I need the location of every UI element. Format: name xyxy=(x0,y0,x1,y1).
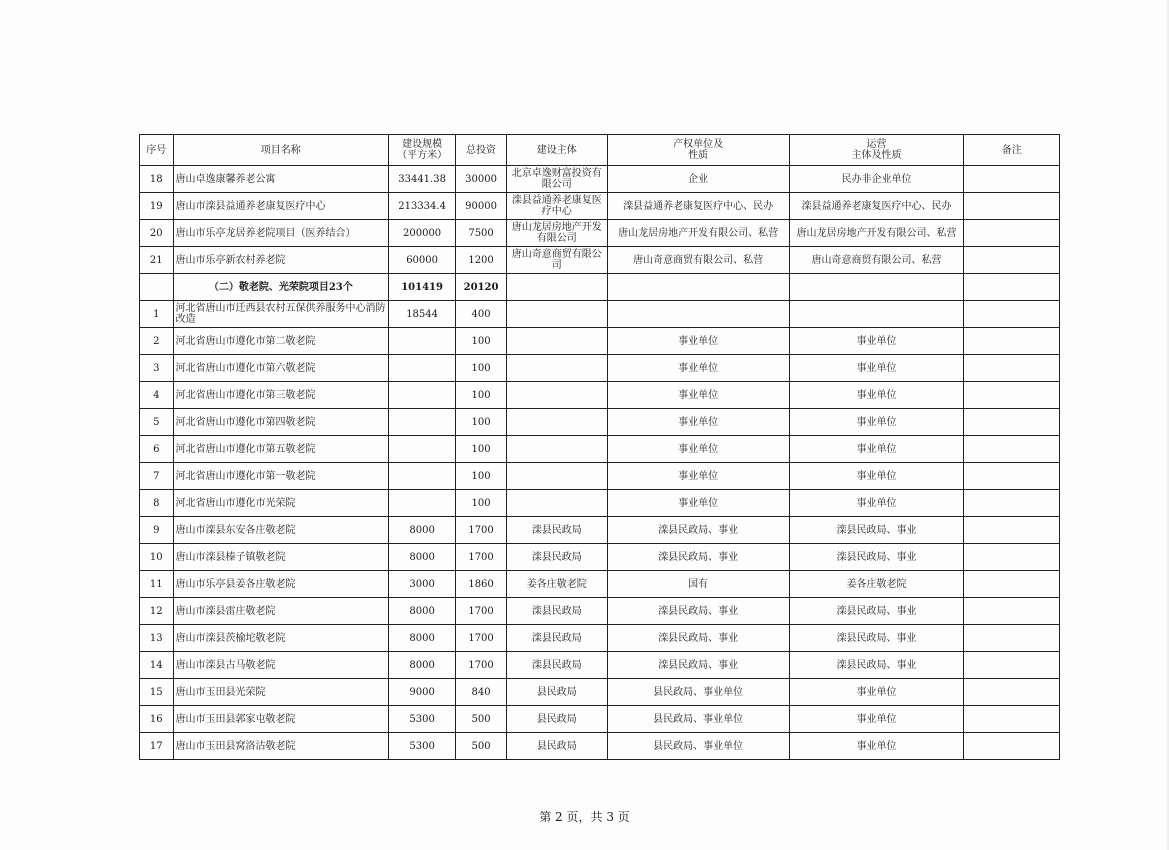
table-row xyxy=(140,436,1060,463)
table-row xyxy=(140,625,1060,652)
cell-seq xyxy=(140,274,174,301)
cell-ownership: 滦县民政局、事业 xyxy=(607,517,789,544)
cell-remarks xyxy=(964,409,1060,436)
cell-ownership: 县民政局、事业单位 xyxy=(607,679,789,706)
cell-project-name: 唐山市滦县雷庄敬老院 xyxy=(173,598,389,625)
header-builder: 建设主体 xyxy=(506,135,607,166)
cell-project-name: 唐山市乐亭县姜各庄敬老院 xyxy=(173,571,389,598)
cell-operator: 事业单位 xyxy=(789,733,964,760)
table-row xyxy=(140,463,1060,490)
cell-remarks xyxy=(964,652,1060,679)
cell-ownership: 企业 xyxy=(607,166,789,193)
cell-project-name: 唐山市滦县古马敬老院 xyxy=(173,652,389,679)
table-row xyxy=(140,193,1060,220)
cell-operator: 民办非企业单位 xyxy=(789,166,964,193)
cell-total-investment: 1700 xyxy=(456,625,507,652)
cell-builder: 县民政局 xyxy=(506,706,607,733)
header-seq: 序号 xyxy=(140,135,174,166)
cell-seq: 17 xyxy=(140,733,174,760)
cell-project-name: 唐山市玉田县窝洛沽敬老院 xyxy=(173,733,389,760)
cell-builder xyxy=(506,409,607,436)
cell-total-investment: 1700 xyxy=(456,598,507,625)
cell-builder: 滦县民政局 xyxy=(506,517,607,544)
cell-ownership: 国有 xyxy=(607,571,789,598)
cell-project-name: 唐山市滦县东安各庄敬老院 xyxy=(173,517,389,544)
cell-builder xyxy=(506,463,607,490)
table-row xyxy=(140,409,1060,436)
cell-total-investment: 1860 xyxy=(456,571,507,598)
cell-seq: 21 xyxy=(140,247,174,274)
cell-operator: 滦县民政局、事业 xyxy=(789,517,964,544)
cell-seq: 5 xyxy=(140,409,174,436)
cell-scale: 8000 xyxy=(389,652,456,679)
cell-total-investment: 500 xyxy=(456,733,507,760)
cell-ownership: 事业单位 xyxy=(607,355,789,382)
cell-builder: 滦县益通养老康复医疗中心 xyxy=(506,193,607,220)
cell-ownership: 唐山奇意商贸有限公司、私营 xyxy=(607,247,789,274)
table-row xyxy=(140,382,1060,409)
cell-project-name: 唐山市乐亭龙居养老院项目（医养结合） xyxy=(173,220,389,247)
cell-ownership xyxy=(607,301,789,328)
cell-seq: 11 xyxy=(140,571,174,598)
header-total-investment: 总投资 xyxy=(456,135,507,166)
cell-project-name: 唐山市滦县茨榆坨敬老院 xyxy=(173,625,389,652)
table-header-row xyxy=(140,135,1060,166)
cell-builder: 姜各庄敬老院 xyxy=(506,571,607,598)
cell-remarks xyxy=(964,355,1060,382)
cell-operator: 事业单位 xyxy=(789,463,964,490)
cell-operator: 滦县民政局、事业 xyxy=(789,652,964,679)
cell-remarks xyxy=(964,706,1060,733)
cell-scale: 8000 xyxy=(389,517,456,544)
cell-ownership: 事业单位 xyxy=(607,436,789,463)
cell-scale: 9000 xyxy=(389,679,456,706)
cell-ownership: 滦县益通养老康复医疗中心、民办 xyxy=(607,193,789,220)
cell-seq: 10 xyxy=(140,544,174,571)
cell-remarks xyxy=(964,679,1060,706)
cell-remarks xyxy=(964,328,1060,355)
cell-seq: 9 xyxy=(140,517,174,544)
header-scale: 建设规模 （平方米） xyxy=(389,135,456,166)
cell-ownership: 事业单位 xyxy=(607,463,789,490)
cell-seq: 1 xyxy=(140,301,174,328)
cell-scale xyxy=(389,409,456,436)
table-row xyxy=(140,166,1060,193)
cell-remarks xyxy=(964,436,1060,463)
cell-scale: 8000 xyxy=(389,544,456,571)
table-row xyxy=(140,733,1060,760)
cell-project-name: 唐山卓逸康馨养老公寓 xyxy=(173,166,389,193)
cell-scale: 60000 xyxy=(389,247,456,274)
cell-project-name: 河北省唐山市遵化市第六敬老院 xyxy=(173,355,389,382)
cell-scale xyxy=(389,382,456,409)
page-number: 第 2 页，共 3 页 xyxy=(539,810,630,824)
table-row xyxy=(140,706,1060,733)
table-row xyxy=(140,355,1060,382)
cell-total-investment: 30000 xyxy=(456,166,507,193)
cell-seq: 18 xyxy=(140,166,174,193)
cell-operator: 滦县民政局、事业 xyxy=(789,544,964,571)
cell-remarks xyxy=(964,733,1060,760)
cell-ownership: 事业单位 xyxy=(607,490,789,517)
cell-ownership: 县民政局、事业单位 xyxy=(607,706,789,733)
cell-total-investment: 400 xyxy=(456,301,507,328)
cell-scale xyxy=(389,463,456,490)
cell-scale: 18544 xyxy=(389,301,456,328)
cell-remarks xyxy=(964,598,1060,625)
table-row xyxy=(140,274,1060,301)
cell-builder: 滦县民政局 xyxy=(506,544,607,571)
cell-seq: 7 xyxy=(140,463,174,490)
cell-operator xyxy=(789,301,964,328)
cell-builder: 滦县民政局 xyxy=(506,652,607,679)
cell-scale: 101419 xyxy=(389,274,456,301)
cell-builder: 北京卓逸财富投资有限公司 xyxy=(506,166,607,193)
project-table xyxy=(139,134,1060,760)
cell-project-name: 唐山市玉田县光荣院 xyxy=(173,679,389,706)
cell-seq: 19 xyxy=(140,193,174,220)
cell-ownership: 唐山龙居房地产开发有限公司、私营 xyxy=(607,220,789,247)
cell-project-name: 河北省唐山市遵化市第一敬老院 xyxy=(173,463,389,490)
table-row xyxy=(140,490,1060,517)
cell-seq: 12 xyxy=(140,598,174,625)
cell-builder: 县民政局 xyxy=(506,733,607,760)
cell-total-investment: 90000 xyxy=(456,193,507,220)
cell-builder xyxy=(506,355,607,382)
cell-builder xyxy=(506,301,607,328)
header-ownership: 产权单位及 性质 xyxy=(607,135,789,166)
table-row xyxy=(140,679,1060,706)
cell-ownership: 滦县民政局、事业 xyxy=(607,598,789,625)
cell-remarks xyxy=(964,544,1060,571)
table-row xyxy=(140,598,1060,625)
cell-ownership: 事业单位 xyxy=(607,382,789,409)
cell-total-investment: 7500 xyxy=(456,220,507,247)
cell-builder xyxy=(506,328,607,355)
header-remarks: 备注 xyxy=(964,135,1060,166)
cell-scale xyxy=(389,355,456,382)
cell-scale: 213334.4 xyxy=(389,193,456,220)
cell-operator: 姜各庄敬老院 xyxy=(789,571,964,598)
cell-builder xyxy=(506,382,607,409)
cell-project-name: （二）敬老院、光荣院项目23个 xyxy=(173,274,389,301)
table-row xyxy=(140,301,1060,328)
cell-scale: 33441.38 xyxy=(389,166,456,193)
cell-project-name: 河北省唐山市遵化市第四敬老院 xyxy=(173,409,389,436)
cell-seq: 16 xyxy=(140,706,174,733)
cell-remarks xyxy=(964,220,1060,247)
cell-total-investment: 500 xyxy=(456,706,507,733)
cell-project-name: 河北省唐山市遵化市第二敬老院 xyxy=(173,328,389,355)
table-row xyxy=(140,544,1060,571)
cell-project-name: 唐山市玉田县郭家屯敬老院 xyxy=(173,706,389,733)
cell-total-investment: 100 xyxy=(456,463,507,490)
cell-project-name: 唐山市滦县益通养老康复医疗中心 xyxy=(173,193,389,220)
cell-builder: 唐山奇意商贸有限公司 xyxy=(506,247,607,274)
cell-remarks xyxy=(964,625,1060,652)
cell-builder: 县民政局 xyxy=(506,679,607,706)
table-row xyxy=(140,247,1060,274)
cell-ownership: 滦县民政局、事业 xyxy=(607,652,789,679)
cell-remarks xyxy=(964,301,1060,328)
cell-seq: 6 xyxy=(140,436,174,463)
table-row xyxy=(140,652,1060,679)
cell-total-investment: 100 xyxy=(456,409,507,436)
cell-project-name: 唐山市乐亭新农村养老院 xyxy=(173,247,389,274)
cell-project-name: 河北省唐山市遵化市光荣院 xyxy=(173,490,389,517)
cell-total-investment: 1700 xyxy=(456,652,507,679)
cell-total-investment: 20120 xyxy=(456,274,507,301)
cell-operator: 事业单位 xyxy=(789,328,964,355)
cell-operator: 事业单位 xyxy=(789,490,964,517)
cell-operator: 事业单位 xyxy=(789,706,964,733)
cell-ownership xyxy=(607,274,789,301)
cell-operator: 事业单位 xyxy=(789,382,964,409)
cell-seq: 15 xyxy=(140,679,174,706)
cell-remarks xyxy=(964,463,1060,490)
cell-seq: 13 xyxy=(140,625,174,652)
cell-remarks xyxy=(964,247,1060,274)
cell-project-name: 河北省唐山市遵化市第三敬老院 xyxy=(173,382,389,409)
table-row xyxy=(140,328,1060,355)
cell-builder xyxy=(506,436,607,463)
cell-remarks xyxy=(964,490,1060,517)
cell-operator: 事业单位 xyxy=(789,679,964,706)
cell-ownership: 县民政局、事业单位 xyxy=(607,733,789,760)
table-body xyxy=(140,166,1060,760)
cell-total-investment: 100 xyxy=(456,436,507,463)
cell-operator: 唐山奇意商贸有限公司、私营 xyxy=(789,247,964,274)
cell-scale: 8000 xyxy=(389,598,456,625)
cell-total-investment: 840 xyxy=(456,679,507,706)
table-row xyxy=(140,220,1060,247)
cell-seq: 8 xyxy=(140,490,174,517)
cell-total-investment: 100 xyxy=(456,382,507,409)
cell-remarks xyxy=(964,166,1060,193)
cell-builder: 唐山龙居房地产开发有限公司 xyxy=(506,220,607,247)
cell-remarks xyxy=(964,274,1060,301)
table-row xyxy=(140,517,1060,544)
cell-remarks xyxy=(964,193,1060,220)
cell-builder xyxy=(506,274,607,301)
cell-ownership: 事业单位 xyxy=(607,328,789,355)
cell-ownership: 滦县民政局、事业 xyxy=(607,544,789,571)
cell-total-investment: 100 xyxy=(456,355,507,382)
cell-operator: 滦县益通养老康复医疗中心、民办 xyxy=(789,193,964,220)
cell-scale: 200000 xyxy=(389,220,456,247)
cell-operator xyxy=(789,274,964,301)
cell-builder: 滦县民政局 xyxy=(506,625,607,652)
cell-total-investment: 1700 xyxy=(456,517,507,544)
cell-total-investment: 100 xyxy=(456,328,507,355)
cell-scale xyxy=(389,490,456,517)
cell-ownership: 事业单位 xyxy=(607,409,789,436)
cell-total-investment: 1700 xyxy=(456,544,507,571)
cell-total-investment: 100 xyxy=(456,490,507,517)
cell-scale xyxy=(389,328,456,355)
cell-operator: 事业单位 xyxy=(789,355,964,382)
header-project-name: 项目名称 xyxy=(173,135,389,166)
cell-builder: 滦县民政局 xyxy=(506,598,607,625)
cell-scale xyxy=(389,436,456,463)
cell-seq: 4 xyxy=(140,382,174,409)
cell-operator: 滦县民政局、事业 xyxy=(789,625,964,652)
cell-project-name: 唐山市滦县榛子镇敬老院 xyxy=(173,544,389,571)
cell-remarks xyxy=(964,571,1060,598)
cell-scale: 5300 xyxy=(389,733,456,760)
cell-operator: 事业单位 xyxy=(789,436,964,463)
cell-operator: 唐山龙居房地产开发有限公司、私营 xyxy=(789,220,964,247)
table-row xyxy=(140,571,1060,598)
cell-scale: 5300 xyxy=(389,706,456,733)
cell-seq: 20 xyxy=(140,220,174,247)
cell-remarks xyxy=(964,382,1060,409)
cell-project-name: 河北省唐山市迁西县农村五保供养服务中心消防改造 xyxy=(173,301,389,328)
cell-scale: 3000 xyxy=(389,571,456,598)
cell-seq: 14 xyxy=(140,652,174,679)
cell-ownership: 滦县民政局、事业 xyxy=(607,625,789,652)
cell-total-investment: 1200 xyxy=(456,247,507,274)
cell-seq: 3 xyxy=(140,355,174,382)
cell-operator: 滦县民政局、事业 xyxy=(789,598,964,625)
header-operator: 运营 主体及性质 xyxy=(789,135,964,166)
cell-builder xyxy=(506,490,607,517)
cell-operator: 事业单位 xyxy=(789,409,964,436)
cell-seq: 2 xyxy=(140,328,174,355)
cell-project-name: 河北省唐山市遵化市第五敬老院 xyxy=(173,436,389,463)
cell-remarks xyxy=(964,517,1060,544)
cell-scale: 8000 xyxy=(389,625,456,652)
